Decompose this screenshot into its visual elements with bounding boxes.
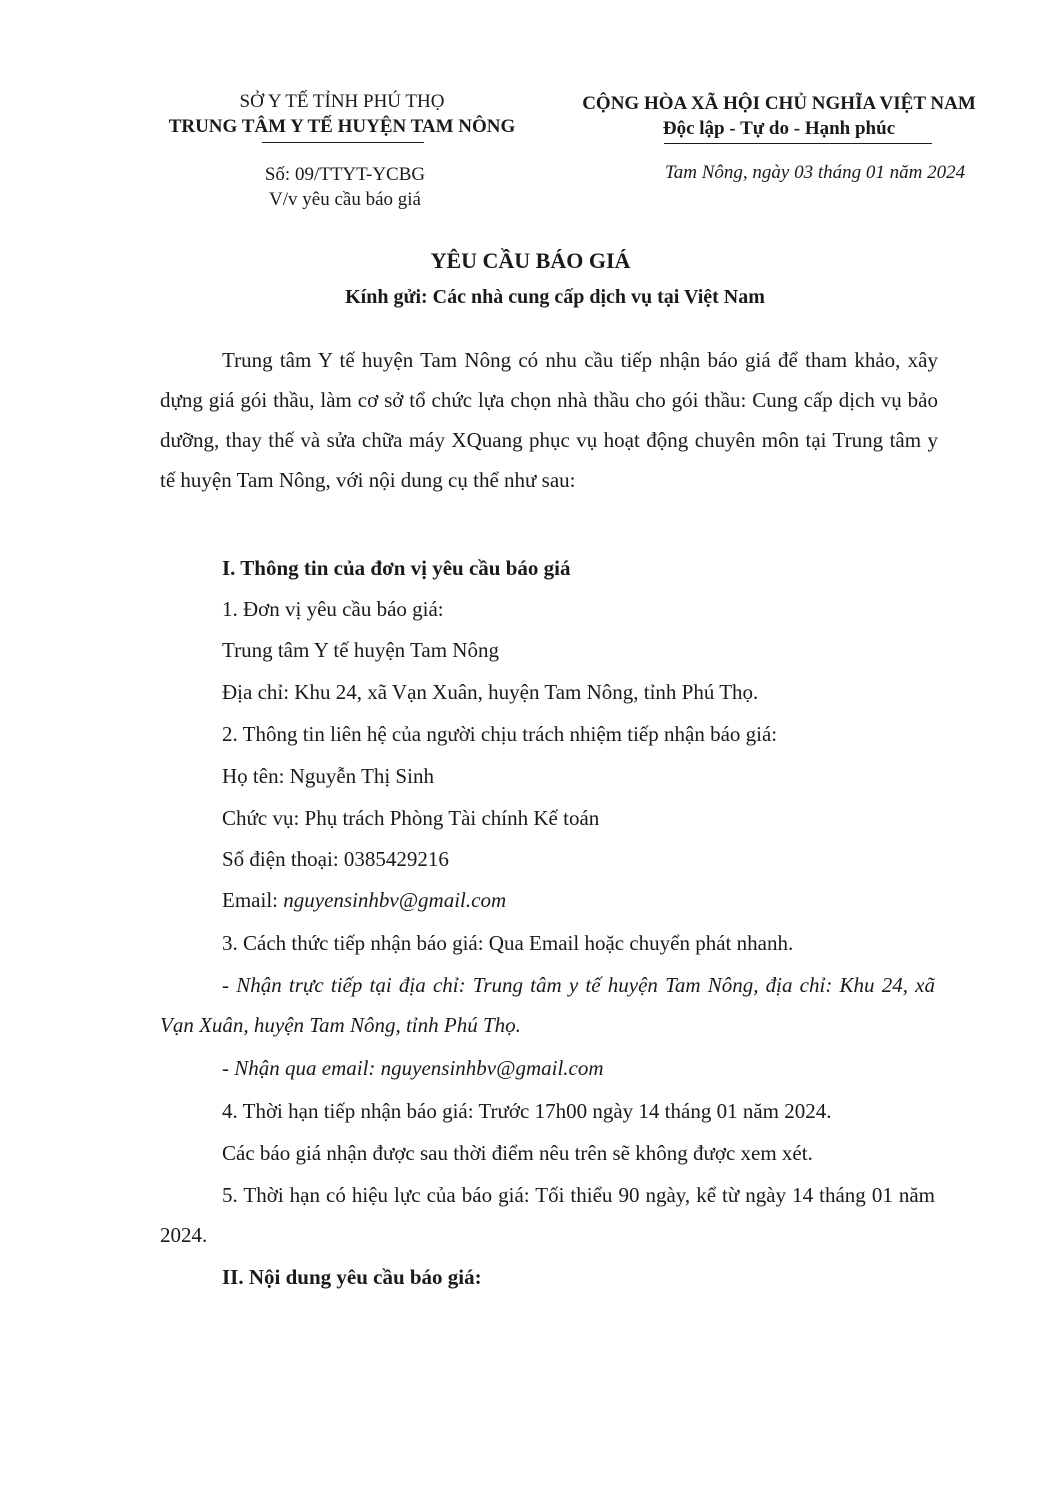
agency-name: TRUNG TÂM Y TẾ HUYỆN TAM NÔNG [168, 116, 516, 137]
section-2-heading: II. Nội dung yêu cầu báo giá: [222, 1265, 482, 1289]
direct-delivery: - Nhận trực tiếp tại địa chỉ: Trung tâm y tế huyện Tam Nông, địa chỉ: Khu 24, xã Vạn Xuân, huyện Tam Nông, tỉnh Phú Thọ. [160, 973, 935, 1037]
recipient-line: Kính gửi: Các nhà cung cấp dịch vụ tại Việt Nam [345, 286, 765, 308]
contact-position: Chức vụ: Phụ trách Phòng Tài chính Kế toán [222, 806, 600, 830]
email-label: Email: [222, 888, 284, 912]
unit-address: Địa chỉ: Khu 24, xã Vạn Xuân, huyện Tam Nông, tỉnh Phú Thọ. [222, 680, 759, 704]
item-1-label: 1. Đơn vị yêu cầu báo giá: [222, 597, 444, 621]
item-2-label: 2. Thông tin liên hệ của người chịu trách nhiệm tiếp nhận báo giá: [222, 722, 778, 746]
contact-name: Họ tên: Nguyễn Thị Sinh [222, 764, 434, 788]
contact-email [222, 887, 506, 913]
email-delivery [222, 1055, 604, 1081]
email-delivery-link[interactable]: nguyensinhbv@gmail.com [380, 1056, 604, 1080]
intro-paragraph: Trung tâm Y tế huyện Tam Nông có nhu cầu tiếp nhận báo giá để tham khảo, xây dựng giá gói thầu, làm cơ sở tổ chức lựa chọn nhà thầu cho gói thầu: Cung cấp dịch vụ bảo dưỡng, thay thế và sửa chữa máy XQuang phục vụ hoạt động chuyên môn tại Trung tâm y tế huyện Tam Nông, với nội dung cụ thể như sau: [160, 348, 938, 492]
section-1-heading: I. Thông tin của đơn vị yêu cầu báo giá [222, 556, 571, 580]
agency-underline [262, 142, 424, 143]
doc-subject: V/v yêu cầu báo giá [269, 189, 421, 210]
email-link[interactable]: nguyensinhbv@gmail.com [283, 888, 507, 912]
unit-name: Trung tâm Y tế huyện Tam Nông [222, 638, 499, 662]
contact-phone: Số điện thoại: 0385429216 [222, 847, 449, 871]
item-3: 3. Cách thức tiếp nhận báo giá: Qua Email hoặc chuyển phát nhanh. [222, 931, 794, 955]
item-4-note: Các báo giá nhận được sau thời điểm nêu trên sẽ không được xem xét. [222, 1141, 813, 1165]
email-delivery-label: - Nhận qua email: [222, 1056, 381, 1080]
national-motto: Độc lập - Tự do - Hạnh phúc [662, 118, 896, 139]
motto-underline [664, 143, 932, 144]
document-title: YÊU CẦU BÁO GIÁ [430, 248, 631, 273]
item-4: 4. Thời hạn tiếp nhận báo giá: Trước 17h00 ngày 14 tháng 01 năm 2024. [222, 1099, 832, 1123]
agency-parent: SỞ Y TẾ TỈNH PHÚ THỌ [239, 91, 445, 112]
place-date: Tam Nông, ngày 03 tháng 01 năm 2024 [664, 162, 966, 183]
country-name: CỘNG HÒA XÃ HỘI CHỦ NGHĨA VIỆT NAM [582, 93, 976, 114]
item-5: 5. Thời hạn có hiệu lực của báo giá: Tối thiểu 90 ngày, kể từ ngày 14 tháng 01 năm 2024. [160, 1183, 935, 1247]
doc-number: Số: 09/TTYT-YCBG [264, 164, 426, 185]
